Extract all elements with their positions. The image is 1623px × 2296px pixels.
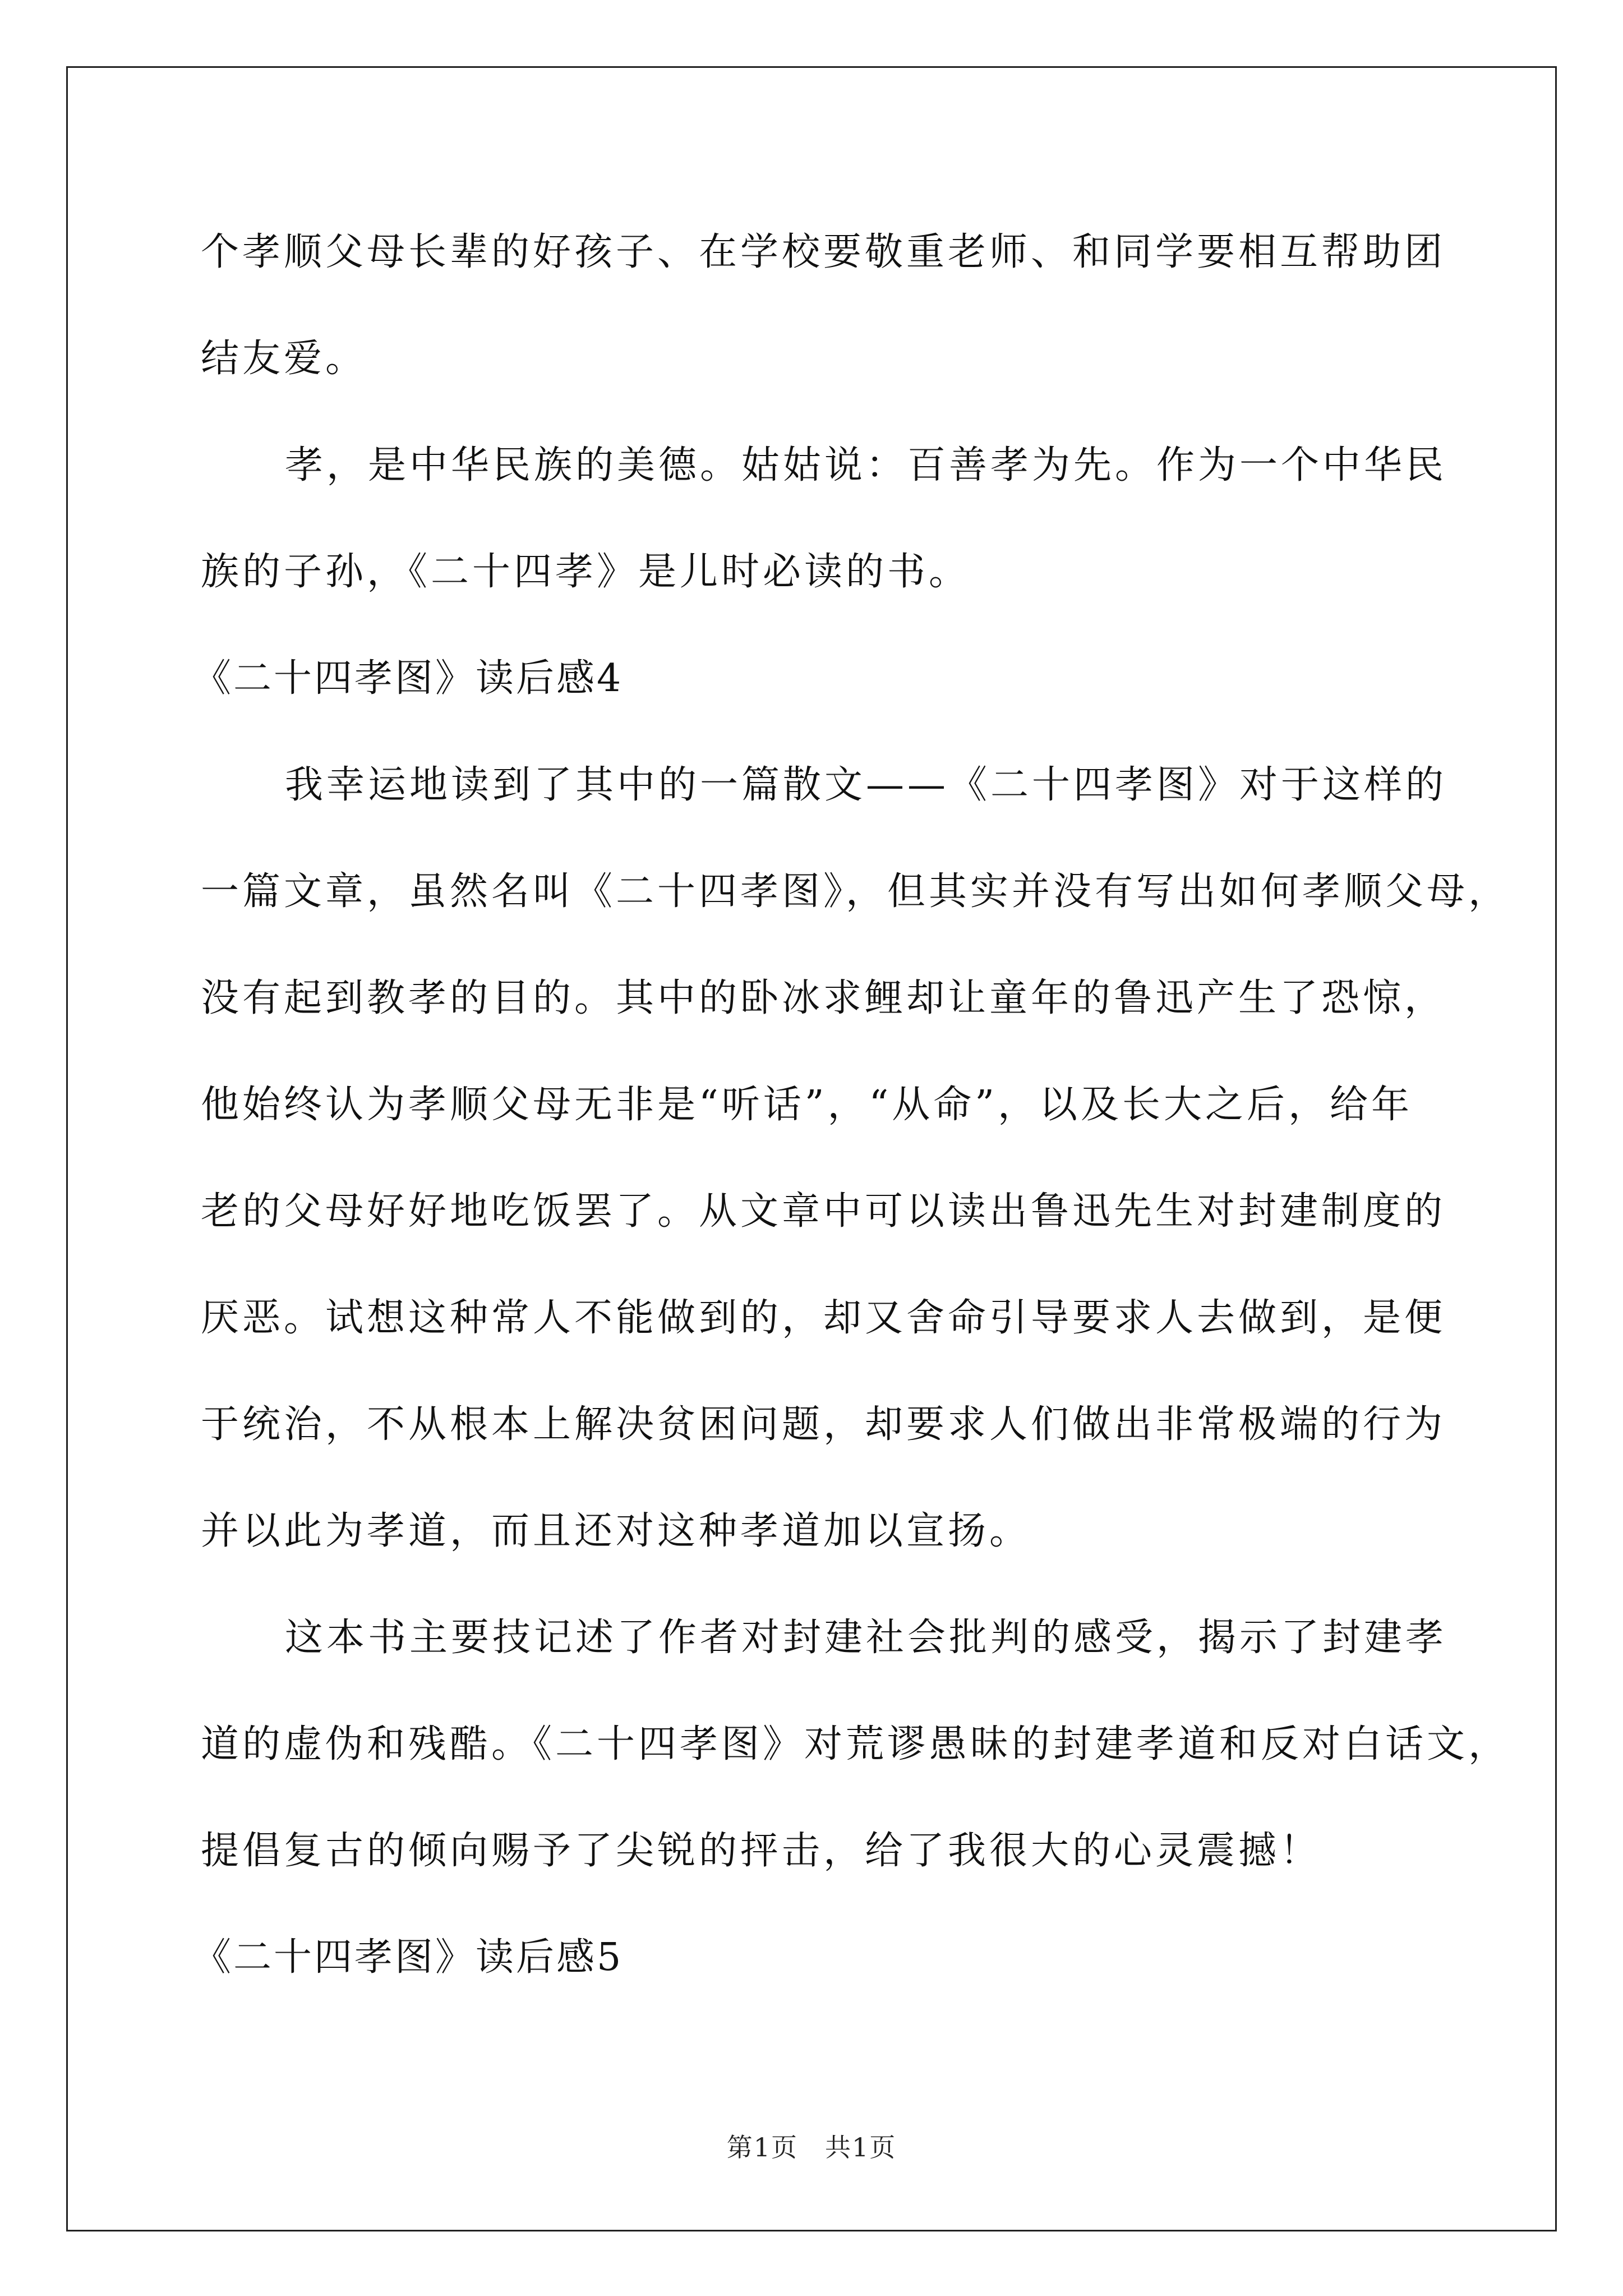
page-number-total: 共1页 <box>825 2132 897 2162</box>
paragraph-line: 我幸运地读到了其中的一篇散文——《二十四孝图》对于这样的 <box>285 763 1447 807</box>
paragraph-line: 道的虚伪和残酷。《二十四孝图》对荒谬愚昧的封建孝道和反对白话文， <box>201 1722 1510 1766</box>
paragraph-line: 没有起到教孝的目的。其中的卧冰求鲤却让童年的鲁迅产生了恐惊， <box>201 976 1446 1020</box>
section-heading: 《二十四孝图》读后感5 <box>193 1935 624 1980</box>
paragraph-line: 一篇文章，虽然名叫《二十四孝图》，但其实并没有写出如何孝顺父母， <box>201 869 1510 914</box>
paragraph-line: 这本书主要技记述了作者对封建社会批判的感受，揭示了封建孝 <box>285 1616 1447 1660</box>
page-number-current: 第1页 <box>726 2132 798 2162</box>
paragraph-line: 于统治，不从根本上解决贫困问题，却要求人们做出非常极端的行为 <box>201 1402 1446 1447</box>
paragraph-line: 并以此为孝道，而且还对这种孝道加以宣扬。 <box>201 1509 1031 1553</box>
page-footer <box>0 2127 1623 2164</box>
paragraph-line: 老的父母好好地吃饭罢了。从文章中可以读出鲁迅先生对封建制度的 <box>201 1189 1446 1234</box>
paragraph-line: 提倡复古的倾向赐予了尖锐的抨击，给了我很大的心灵震撼！ <box>201 1829 1322 1873</box>
paragraph-line: 孝，是中华民族的美德。姑姑说：百善孝为先。作为一个中华民 <box>285 443 1447 487</box>
section-heading: 《二十四孝图》读后感4 <box>193 656 624 701</box>
paragraph-line: 结友爱。 <box>201 337 367 381</box>
document-body <box>193 224 1510 2036</box>
paragraph-line: 族的子孙，《二十四孝》是儿时必读的书。 <box>201 550 971 594</box>
paragraph-line: 个孝顺父母长辈的好孩子、在学校要敬重老师、和同学要相互帮助团 <box>201 230 1446 274</box>
paragraph-line: 厌恶。试想这种常人不能做到的，却又舍命引导要求人去做到，是便 <box>201 1296 1446 1340</box>
paragraph-line: 他始终认为孝顺父母无非是“听话”，“从命”，以及长大之后，给年 <box>201 1083 1413 1127</box>
